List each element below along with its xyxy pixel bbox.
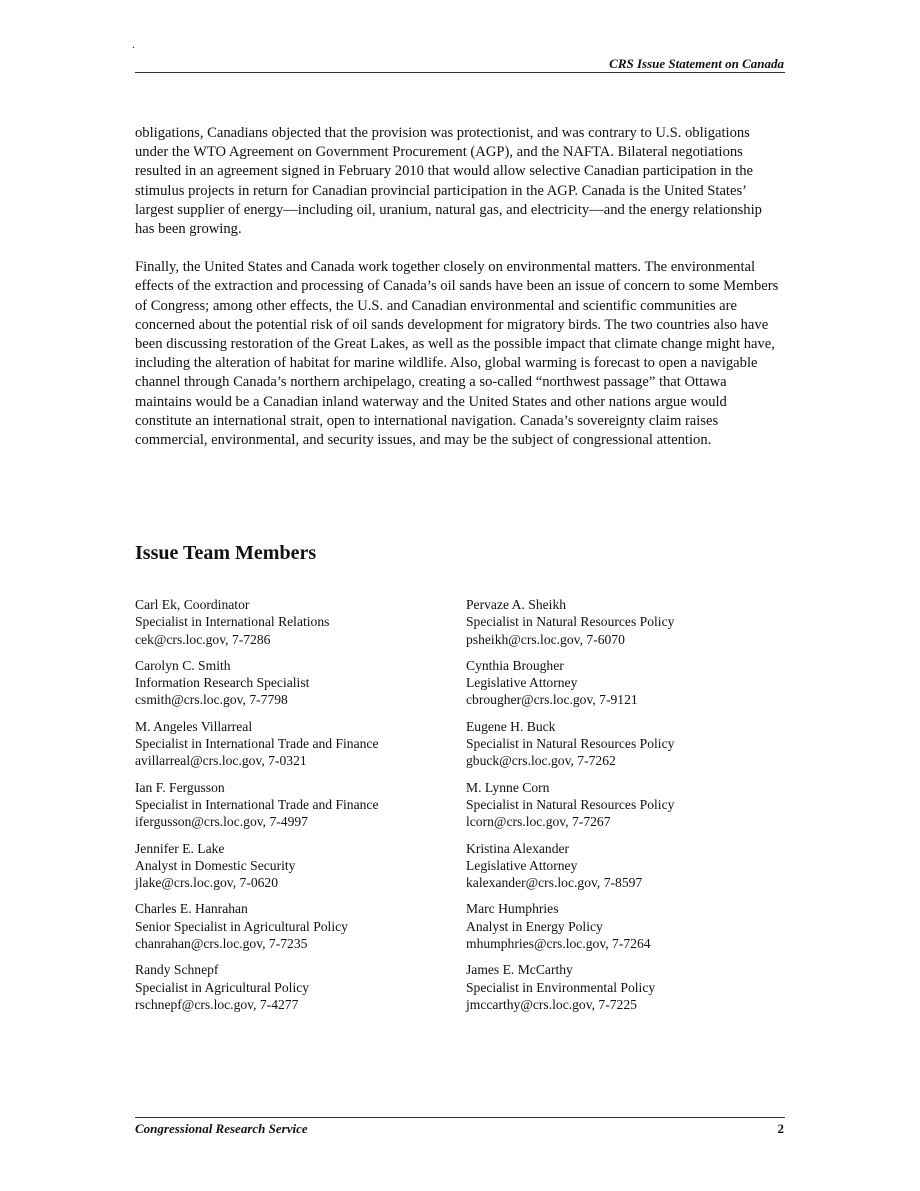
member-role: Specialist in International Trade and Finance — [135, 796, 379, 812]
team-member — [135, 840, 466, 892]
member-role: Specialist in Agricultural Policy — [135, 979, 310, 995]
member-contact: ifergusson@crs.loc.gov, 7-4997 — [135, 814, 308, 830]
member-name: Charles E. Hanrahan — [135, 901, 248, 917]
team-member — [135, 900, 466, 952]
member-name: Carl Ek, Coordinator — [135, 597, 250, 612]
member-contact: avillarreal@crs.loc.gov, 7-0321 — [135, 753, 307, 769]
footer-divider — [135, 1117, 785, 1118]
member-role: Specialist in Natural Resources Policy — [466, 736, 675, 752]
member-name: Carolyn C. Smith — [135, 657, 231, 673]
member-name: Pervaze A. Sheikh — [466, 597, 567, 612]
member-name: Cynthia Brougher — [466, 657, 564, 673]
member-name: James E. McCarthy — [466, 962, 573, 978]
member-role: Legislative Attorney — [466, 857, 578, 873]
team-member — [135, 718, 466, 770]
team-member — [135, 657, 466, 709]
member-contact: cek@crs.loc.gov, 7-7286 — [135, 631, 271, 647]
member-contact: psheikh@crs.loc.gov, 7-6070 — [466, 631, 625, 647]
team-member — [135, 596, 466, 648]
body-text — [135, 124, 785, 469]
team-member — [135, 961, 466, 1013]
member-contact: jlake@crs.loc.gov, 7-0620 — [135, 875, 279, 891]
body-paragraph: Finally, the United States and Canada work together closely on environmental matters. The environmental effects of the extraction and processing of Canada’s oil sands have been an issue of concern to some Members of Congress; among other effects, the U.S. and Canadian environmental and scientific communities are concerned about the potential risk of oil sands development for migratory birds. The two countries also have been discussing restoration of the Great Lakes, as well as the possible impact that climate change might have, including the alteration of habitat for marine wildlife. Also, global warming is forecast to open a navigable channel through Canada’s northern archipelago, creating a so-called “northwest passage” that Ottawa maintains would be a Canadian inland waterway and the United States and other nations argue would constitute an international strait, open to international navigation. Canada’s sovereignty claim raises commercial, environmental, and security issues, and may be the subject of congressional attention. — [135, 259, 779, 449]
member-role: Specialist in Natural Resources Policy — [466, 614, 675, 630]
team-member — [135, 779, 466, 831]
member-contact: lcorn@crs.loc.gov, 7-7267 — [466, 814, 611, 830]
member-name: Jennifer E. Lake — [135, 840, 225, 856]
member-contact: rschnepf@crs.loc.gov, 7-4277 — [135, 996, 299, 1012]
body-paragraph: obligations, Canadians objected that the provision was protectionist, and was contrary to U.S. obligations under the WTO Agreement on Government Procurement (AGP), and the NAFTA. Bilateral negotiations resulted in an agreement signed in February 2010 that would allow selective Canadian participation in the stimulus projects in return for Canadian provincial participation in the AGP. Canada is the United States’ largest supplier of energy—including oil, uranium, natural gas, and electricity—and the energy relationship has been growing. — [135, 125, 762, 238]
member-role: Senior Specialist in Agricultural Policy — [135, 918, 348, 934]
member-role: Specialist in Natural Resources Policy — [466, 796, 675, 812]
footer-organization: Congressional Research Service — [135, 1121, 308, 1136]
member-name: Marc Humphries — [466, 901, 559, 917]
team-member — [466, 657, 785, 709]
header-divider — [135, 72, 785, 73]
member-contact: gbuck@crs.loc.gov, 7-7262 — [466, 753, 616, 769]
member-role: Information Research Specialist — [135, 675, 310, 691]
member-role: Analyst in Energy Policy — [466, 918, 603, 934]
team-member — [466, 900, 785, 952]
member-role: Specialist in International Trade and Finance — [135, 736, 379, 752]
member-role: Analyst in Domestic Security — [135, 857, 296, 873]
member-name: Eugene H. Buck — [466, 718, 556, 734]
section-heading: Issue Team Members — [135, 542, 317, 564]
team-member — [466, 779, 785, 831]
member-name: M. Lynne Corn — [466, 779, 550, 795]
member-contact: mhumphries@crs.loc.gov, 7-7264 — [466, 936, 651, 952]
team-members-list — [135, 596, 785, 1013]
running-header-title: CRS Issue Statement on Canada — [609, 56, 784, 71]
team-member — [466, 840, 785, 892]
member-name: Ian F. Fergusson — [135, 779, 225, 795]
member-contact: jmccarthy@crs.loc.gov, 7-7225 — [466, 996, 637, 1012]
member-role: Specialist in Environmental Policy — [466, 979, 656, 995]
member-name: M. Angeles Villarreal — [135, 718, 253, 734]
member-contact: csmith@crs.loc.gov, 7-7798 — [135, 692, 288, 708]
team-member — [466, 961, 785, 1013]
member-name: Randy Schnepf — [135, 962, 219, 978]
page-number: 2 — [777, 1121, 784, 1136]
team-member — [466, 718, 785, 770]
member-role: Legislative Attorney — [466, 675, 578, 691]
header-mark: . — [132, 37, 135, 51]
member-contact: cbrougher@crs.loc.gov, 7-9121 — [466, 692, 638, 708]
member-role: Specialist in International Relations — [135, 614, 330, 630]
member-name: Kristina Alexander — [466, 840, 570, 856]
member-contact: kalexander@crs.loc.gov, 7-8597 — [466, 875, 643, 891]
member-contact: chanrahan@crs.loc.gov, 7-7235 — [135, 936, 308, 952]
team-member — [466, 596, 785, 648]
